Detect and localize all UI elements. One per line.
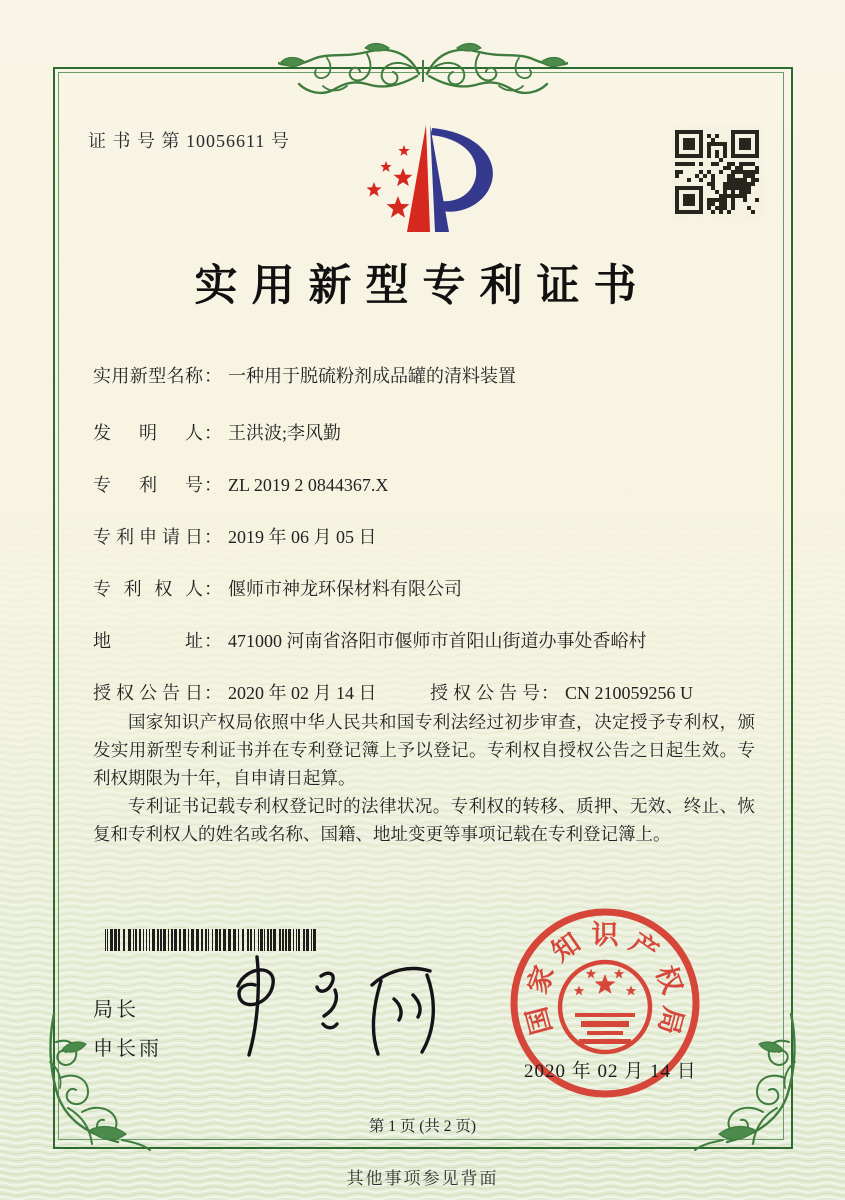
field-value: 偃师市神龙环保材料有限公司 <box>228 579 462 599</box>
field-value: 一种用于脱硫粉剂成品罐的清料装置 <box>228 366 516 386</box>
field-label: 授权公告日 <box>93 683 203 703</box>
back-note: 其他事项参见背面 <box>346 1169 499 1188</box>
certificate-number: 证 书 号 第 10056611 号 <box>88 131 290 151</box>
page-number: 第 1 页 (共 2 页) <box>368 1118 477 1135</box>
field-row <box>93 362 516 388</box>
field-row <box>93 575 462 601</box>
colon: ： <box>204 579 222 599</box>
seal-date: 2020 年 02 月 14 日 <box>524 1061 697 1082</box>
signature-icon <box>222 952 462 1060</box>
page-title: 实用新型专利证书 <box>194 263 651 310</box>
barcode <box>105 929 321 951</box>
signer-name: 申长雨 <box>93 1038 162 1060</box>
field-row <box>93 471 388 497</box>
field-value: 王洪波;李风勤 <box>228 423 342 443</box>
colon: ： <box>204 366 222 386</box>
svg-text:局: 局 <box>652 1003 689 1038</box>
field-row-grant-date <box>93 679 377 705</box>
legal-text <box>93 708 755 848</box>
field-row-grant-number <box>430 679 693 705</box>
colon: ： <box>204 527 222 547</box>
field-label: 专利申请日 <box>93 527 203 547</box>
field-label: 专利权人 <box>93 579 203 599</box>
national-emblem <box>560 962 650 1052</box>
svg-text:国: 国 <box>521 1003 558 1038</box>
qr-code <box>671 126 763 218</box>
field-row <box>93 627 647 653</box>
field-value: 471000 河南省洛阳市偃师市首阳山街道办事处香峪村 <box>228 631 647 651</box>
field-row <box>93 523 377 549</box>
top-ornament-icon <box>278 38 568 106</box>
paragraph: 国家知识产权局依照中华人民共和国专利法经过初步审查，决定授予专利权，颁发实用新型专利证书并在专利登记簿上予以登记。专利权自授权公告之日起生效。专利权期限为十年，自申请日起算。 <box>93 712 755 788</box>
field-label: 专利号 <box>93 475 203 495</box>
field-label: 实用新型名称 <box>93 366 203 386</box>
field-value: 2020 年 02 月 14 日 <box>228 683 377 703</box>
colon: ： <box>204 683 222 703</box>
svg-text:权: 权 <box>650 961 688 998</box>
field-label: 发明人 <box>93 423 203 443</box>
colon: ： <box>541 683 559 703</box>
svg-text:家: 家 <box>522 961 560 998</box>
field-value: CN 210059256 U <box>565 683 694 703</box>
field-row <box>93 419 341 445</box>
paragraph: 专利证书记载专利权登记时的法律状况。专利权的转移、质押、无效、终止、恢复和专利权人的姓名或名称、国籍、地址变更等事项记载在专利登记簿上。 <box>93 796 755 844</box>
field-value: ZL 2019 2 0844367.X <box>228 475 389 495</box>
cnipa-logo-icon <box>336 120 504 234</box>
field-label: 授权公告号 <box>430 683 540 703</box>
colon: ： <box>204 475 222 495</box>
svg-text:产: 产 <box>624 927 664 968</box>
field-value: 2019 年 06 月 05 日 <box>228 527 377 547</box>
svg-text:识: 识 <box>591 920 619 950</box>
svg-text:知: 知 <box>546 927 586 968</box>
colon: ： <box>204 631 222 651</box>
signer-title: 局长 <box>93 999 139 1021</box>
colon: ： <box>204 423 222 443</box>
field-label: 地址 <box>93 631 203 651</box>
